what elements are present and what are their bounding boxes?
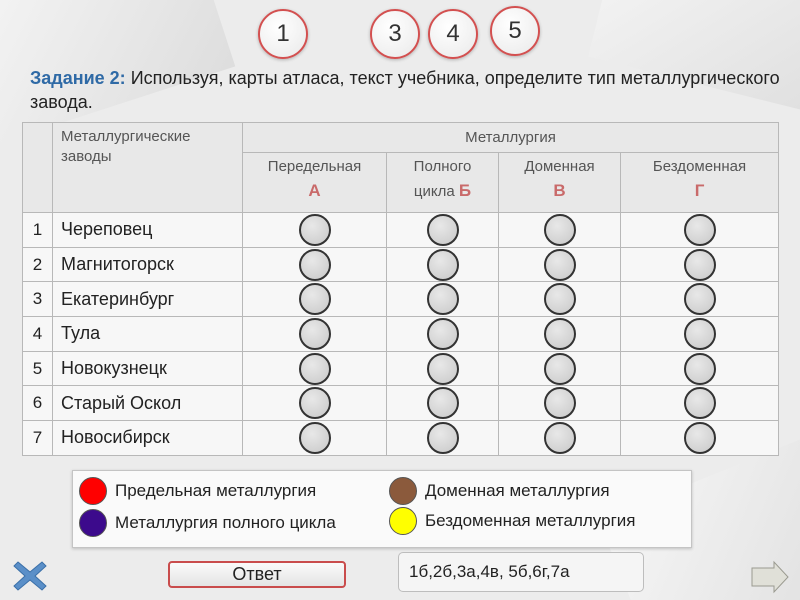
- red-dot-icon[interactable]: [79, 477, 107, 505]
- legend-label: Бездоменная металлургия: [425, 511, 636, 530]
- answer-cell-b: [387, 213, 499, 248]
- answer-circle-g[interactable]: [684, 387, 716, 419]
- answer-circle-g[interactable]: [684, 318, 716, 350]
- legend-item-full-cycle[interactable]: [79, 509, 336, 537]
- answer-circle-v[interactable]: [544, 283, 576, 315]
- answer-circle-a[interactable]: [299, 214, 331, 246]
- answer-cell-b: [387, 282, 499, 317]
- row-number: 7: [23, 421, 53, 456]
- plant-name: Магнитогорск: [53, 247, 243, 282]
- row-number: 3: [23, 282, 53, 317]
- task-label: Задание 2:: [30, 68, 126, 88]
- answer-circle-g[interactable]: [684, 422, 716, 454]
- answer-cell-v: [499, 247, 621, 282]
- row-number: 5: [23, 351, 53, 386]
- nav-number-1[interactable]: 1: [258, 9, 308, 59]
- table-row: [23, 351, 779, 386]
- answer-cell-g: [621, 282, 779, 317]
- answer-cell-g: [621, 421, 779, 456]
- answer-cell-g: [621, 247, 779, 282]
- answer-circle-a[interactable]: [299, 318, 331, 350]
- table-row: [23, 317, 779, 352]
- answer-button[interactable]: Ответ: [168, 561, 346, 588]
- column-name: Бездоменная: [652, 158, 747, 175]
- answer-circle-b[interactable]: [427, 387, 459, 419]
- answer-cell-v: [499, 317, 621, 352]
- header-column-a: [243, 153, 387, 213]
- legend-box: [72, 470, 692, 548]
- answer-text-box: 1б,2б,3а,4в, 5б,6г,7а: [398, 552, 644, 592]
- purple-dot-icon[interactable]: [79, 509, 107, 537]
- table-row: [23, 213, 779, 248]
- header-plants: Металлургические заводы: [53, 123, 243, 213]
- answer-cell-v: [499, 351, 621, 386]
- answer-circle-a[interactable]: [299, 353, 331, 385]
- legend-item-peredelnaya[interactable]: [79, 477, 316, 505]
- table-row: [23, 282, 779, 317]
- row-number: 1: [23, 213, 53, 248]
- table-row: [23, 386, 779, 421]
- answer-cell-a: [243, 282, 387, 317]
- answer-cell-v: [499, 386, 621, 421]
- metallurgy-table: [22, 122, 779, 456]
- plant-name: Череповец: [53, 213, 243, 248]
- column-letter: Г: [694, 181, 705, 200]
- brown-dot-icon[interactable]: [389, 477, 417, 505]
- answer-circle-a[interactable]: [299, 387, 331, 419]
- answer-cell-a: [243, 317, 387, 352]
- answer-cell-b: [387, 351, 499, 386]
- plant-name: Тула: [53, 317, 243, 352]
- answer-circle-b[interactable]: [427, 318, 459, 350]
- row-number: 4: [23, 317, 53, 352]
- answer-cell-a: [243, 351, 387, 386]
- answer-cell-g: [621, 213, 779, 248]
- answer-cell-v: [499, 282, 621, 317]
- answer-circle-g[interactable]: [684, 214, 716, 246]
- answer-circle-v[interactable]: [544, 249, 576, 281]
- legend-item-domennaya[interactable]: [389, 477, 610, 505]
- legend-label: Предельная металлургия: [115, 481, 317, 500]
- answer-circle-v[interactable]: [544, 387, 576, 419]
- row-number: 6: [23, 386, 53, 421]
- answer-cell-v: [499, 213, 621, 248]
- answer-cell-v: [499, 421, 621, 456]
- answer-circle-a[interactable]: [299, 283, 331, 315]
- next-arrow-icon[interactable]: [748, 560, 792, 594]
- answer-cell-a: [243, 213, 387, 248]
- nav-number-5[interactable]: 5: [490, 6, 540, 56]
- yellow-dot-icon[interactable]: [389, 507, 417, 535]
- answer-cell-a: [243, 247, 387, 282]
- table-row: [23, 421, 779, 456]
- nav-number-4[interactable]: 4: [428, 9, 478, 59]
- header-metallurgy: Металлургия: [243, 123, 779, 153]
- answer-circle-v[interactable]: [544, 422, 576, 454]
- header-column-b: [387, 153, 499, 213]
- header-column-g: [621, 153, 779, 213]
- answer-circle-g[interactable]: [684, 283, 716, 315]
- answer-circle-a[interactable]: [299, 249, 331, 281]
- answer-cell-b: [387, 421, 499, 456]
- table-row: [23, 247, 779, 282]
- answer-circle-v[interactable]: [544, 353, 576, 385]
- answer-circle-b[interactable]: [427, 353, 459, 385]
- answer-cell-g: [621, 351, 779, 386]
- answer-circle-a[interactable]: [299, 422, 331, 454]
- answer-circle-b[interactable]: [427, 283, 459, 315]
- column-name: Полного: [413, 158, 472, 175]
- legend-label: Доменная металлургия: [425, 481, 610, 500]
- header-number-column: [23, 123, 53, 213]
- column-name: Передельная: [267, 158, 362, 175]
- plant-name: Екатеринбург: [53, 282, 243, 317]
- close-icon[interactable]: [10, 556, 50, 596]
- answer-cell-b: [387, 386, 499, 421]
- answer-cell-a: [243, 421, 387, 456]
- task-text: Используя, карты атласа, текст учебника, определите тип металлургического завода.: [30, 68, 780, 112]
- answer-cell-g: [621, 386, 779, 421]
- answer-circle-g[interactable]: [684, 249, 716, 281]
- column-name-line2: [387, 179, 498, 204]
- answer-circle-b[interactable]: [427, 422, 459, 454]
- legend-item-bezdomennaya[interactable]: [389, 507, 635, 535]
- column-letter: В: [553, 181, 566, 200]
- plant-name: Старый Оскол: [53, 386, 243, 421]
- column-letter: А: [308, 181, 321, 200]
- column-name: Доменная: [524, 158, 595, 175]
- answer-cell-g: [621, 317, 779, 352]
- plant-name: Новокузнецк: [53, 351, 243, 386]
- answer-circle-b[interactable]: [427, 249, 459, 281]
- column-letter: Б: [458, 181, 472, 200]
- answer-circle-v[interactable]: [544, 318, 576, 350]
- nav-number-3[interactable]: 3: [370, 9, 420, 59]
- legend-label: Металлургия полного цикла: [115, 513, 336, 532]
- answer-cell-b: [387, 247, 499, 282]
- header-column-v: [499, 153, 621, 213]
- column-name-cont: цикла: [413, 183, 455, 200]
- task-description: [30, 66, 790, 114]
- row-number: 2: [23, 247, 53, 282]
- answer-circle-v[interactable]: [544, 214, 576, 246]
- plant-name: Новосибирск: [53, 421, 243, 456]
- answer-circle-b[interactable]: [427, 214, 459, 246]
- answer-cell-a: [243, 386, 387, 421]
- answer-cell-b: [387, 317, 499, 352]
- answer-circle-g[interactable]: [684, 353, 716, 385]
